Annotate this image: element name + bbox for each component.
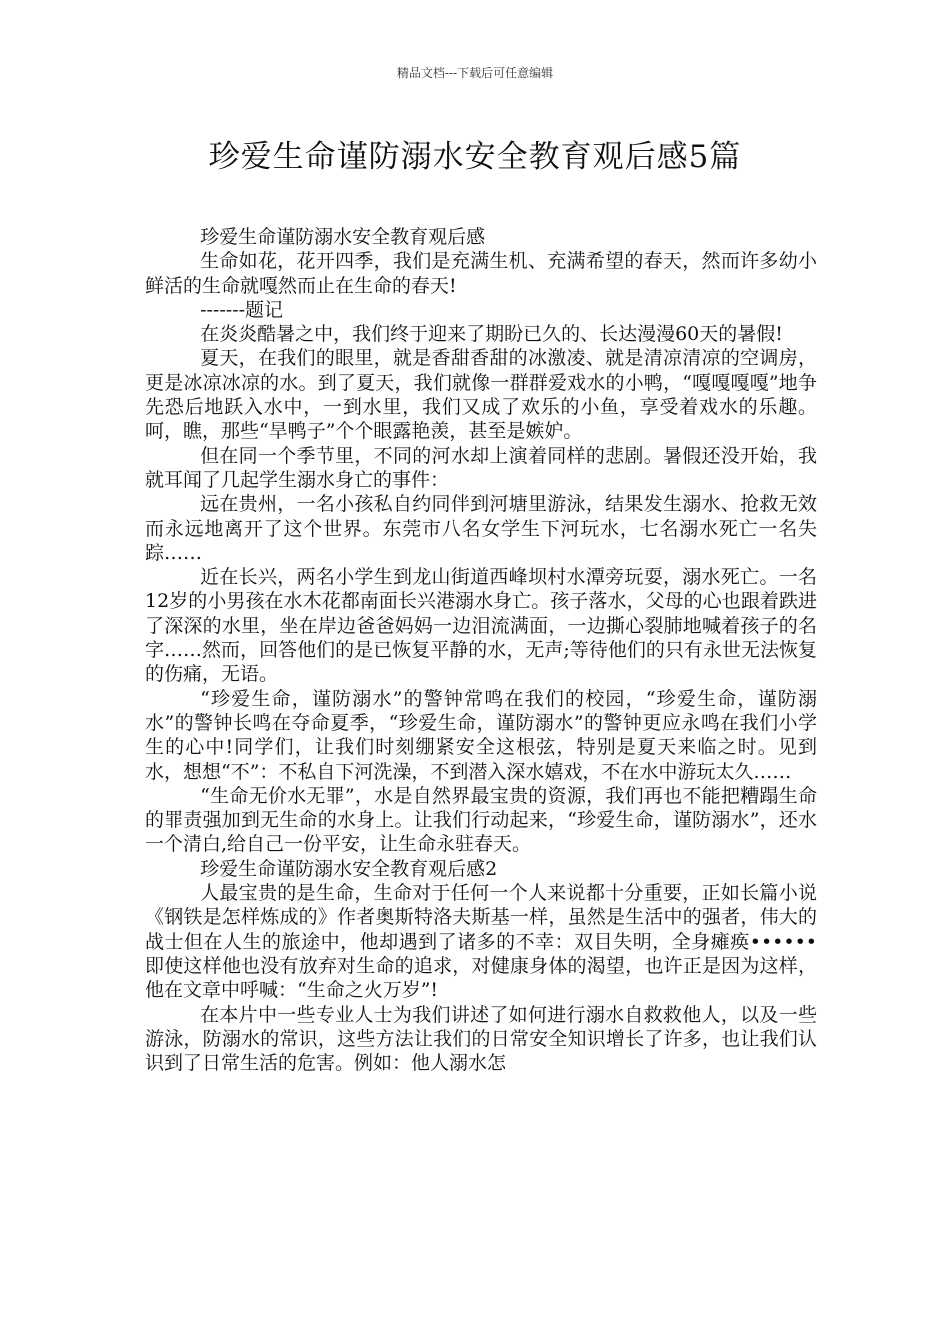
paragraph: 远在贵州，一名小孩私自约同伴到河塘里游泳，结果发生溺水、抢救无效而永远地离开了这个世界。东莞市八名女学生下河玩水，七名溺水死亡一名失踪……	[145, 493, 817, 564]
paragraph: 生命如花，花开四季，我们是充满生机、充满希望的春天，然而许多幼小鲜活的生命就嘎然而止在生命的春天!	[145, 250, 817, 297]
paragraph: 但在同一个季节里，不同的河水却上演着同样的悲剧。暑假还没开始，我就耳闻了几起学生溺水身亡的事件：	[145, 444, 817, 491]
paragraph: 在本片中一些专业人士为我们讲述了如何进行溺水自救救他人，以及一些游泳，防溺水的常识，这些方法让我们的日常安全知识增长了许多，也让我们认识到了日常生活的危害。例如：他人溺水怎	[145, 1003, 817, 1075]
paragraph: “珍爱生命，谨防溺水”的警钟常鸣在我们的校园，“珍爱生命，谨防溺水”的警钟长鸣在夺命夏季，“珍爱生命，谨防溺水”的警钟更应永鸣在我们小学生的心中!同学们，让我们时刻绷紧安全这根弦，特别是夏天来临之时。见到水，想想“不”：不私自下河洗澡，不到潜入深水嬉戏，不在水中游玩太久……	[145, 687, 817, 783]
document-body	[145, 225, 817, 1075]
paragraph: 人最宝贵的是生命，生命对于任何一个人来说都十分重要，正如长篇小说《钢铁是怎样炼成的》作者奥斯特洛夫斯基一样，虽然是生活中的强者，伟大的战士但在人生的旅途中，他却遇到了诸多的不幸：双目失明，全身瘫痪••••••即使这样他也没有放弃对生命的追求，对健康身体的渴望，也许正是因为这样，他在文章中呼喊：“生命之火万岁”!	[145, 882, 817, 1002]
paragraph: 珍爱生命谨防溺水安全教育观后感	[200, 226, 486, 248]
paragraph: “生命无价水无罪”，水是自然界最宝贵的资源，我们再也不能把糟蹋生命的罪责强加到无生命的水身上。让我们行动起来，“珍爱生命，谨防溺水”，还水一个清白,给自己一份平安，让生命永驻春天。	[145, 784, 817, 856]
paragraph: 近在长兴，两名小学生到龙山街道西峰坝村水潭旁玩耍，溺水死亡。一名12岁的小男孩在水木花都南面长兴港溺水身亡。孩子落水，父母的心也跟着跌进了深深的水里，坐在岸边爸爸妈妈一边泪流满面，一边撕心裂肺地喊着孩子的名字……然而，回答他们的是已恢复平静的水，无声;等待他们的只有永世无法恢复的伤痛，无语。	[145, 566, 817, 686]
paragraph: 珍爱生命谨防溺水安全教育观后感2	[200, 857, 498, 880]
header-note: 精品文档---下载后可任意编辑	[396, 66, 554, 80]
paragraph: -------题记	[200, 298, 284, 321]
paragraph: 在炎炎酷暑之中，我们终于迎来了期盼已久的、长达漫漫60天的暑假!	[200, 323, 783, 346]
document-title: 珍爱生命谨防溺水安全教育观后感5篇	[208, 139, 742, 175]
paragraph: 夏天，在我们的眼里，就是香甜香甜的冰激凌、就是清凉清凉的空调房，更是冰凉冰凉的水。到了夏天，我们就像一群群爱戏水的小鸭，“嘎嘎嘎嘎”地争先恐后地跃入水中，一到水里，我们又成了欢乐的小鱼，享受着戏水的乐趣。呵，瞧，那些“旱鸭子”个个眼露艳羡，甚至是嫉妒。	[145, 347, 817, 443]
